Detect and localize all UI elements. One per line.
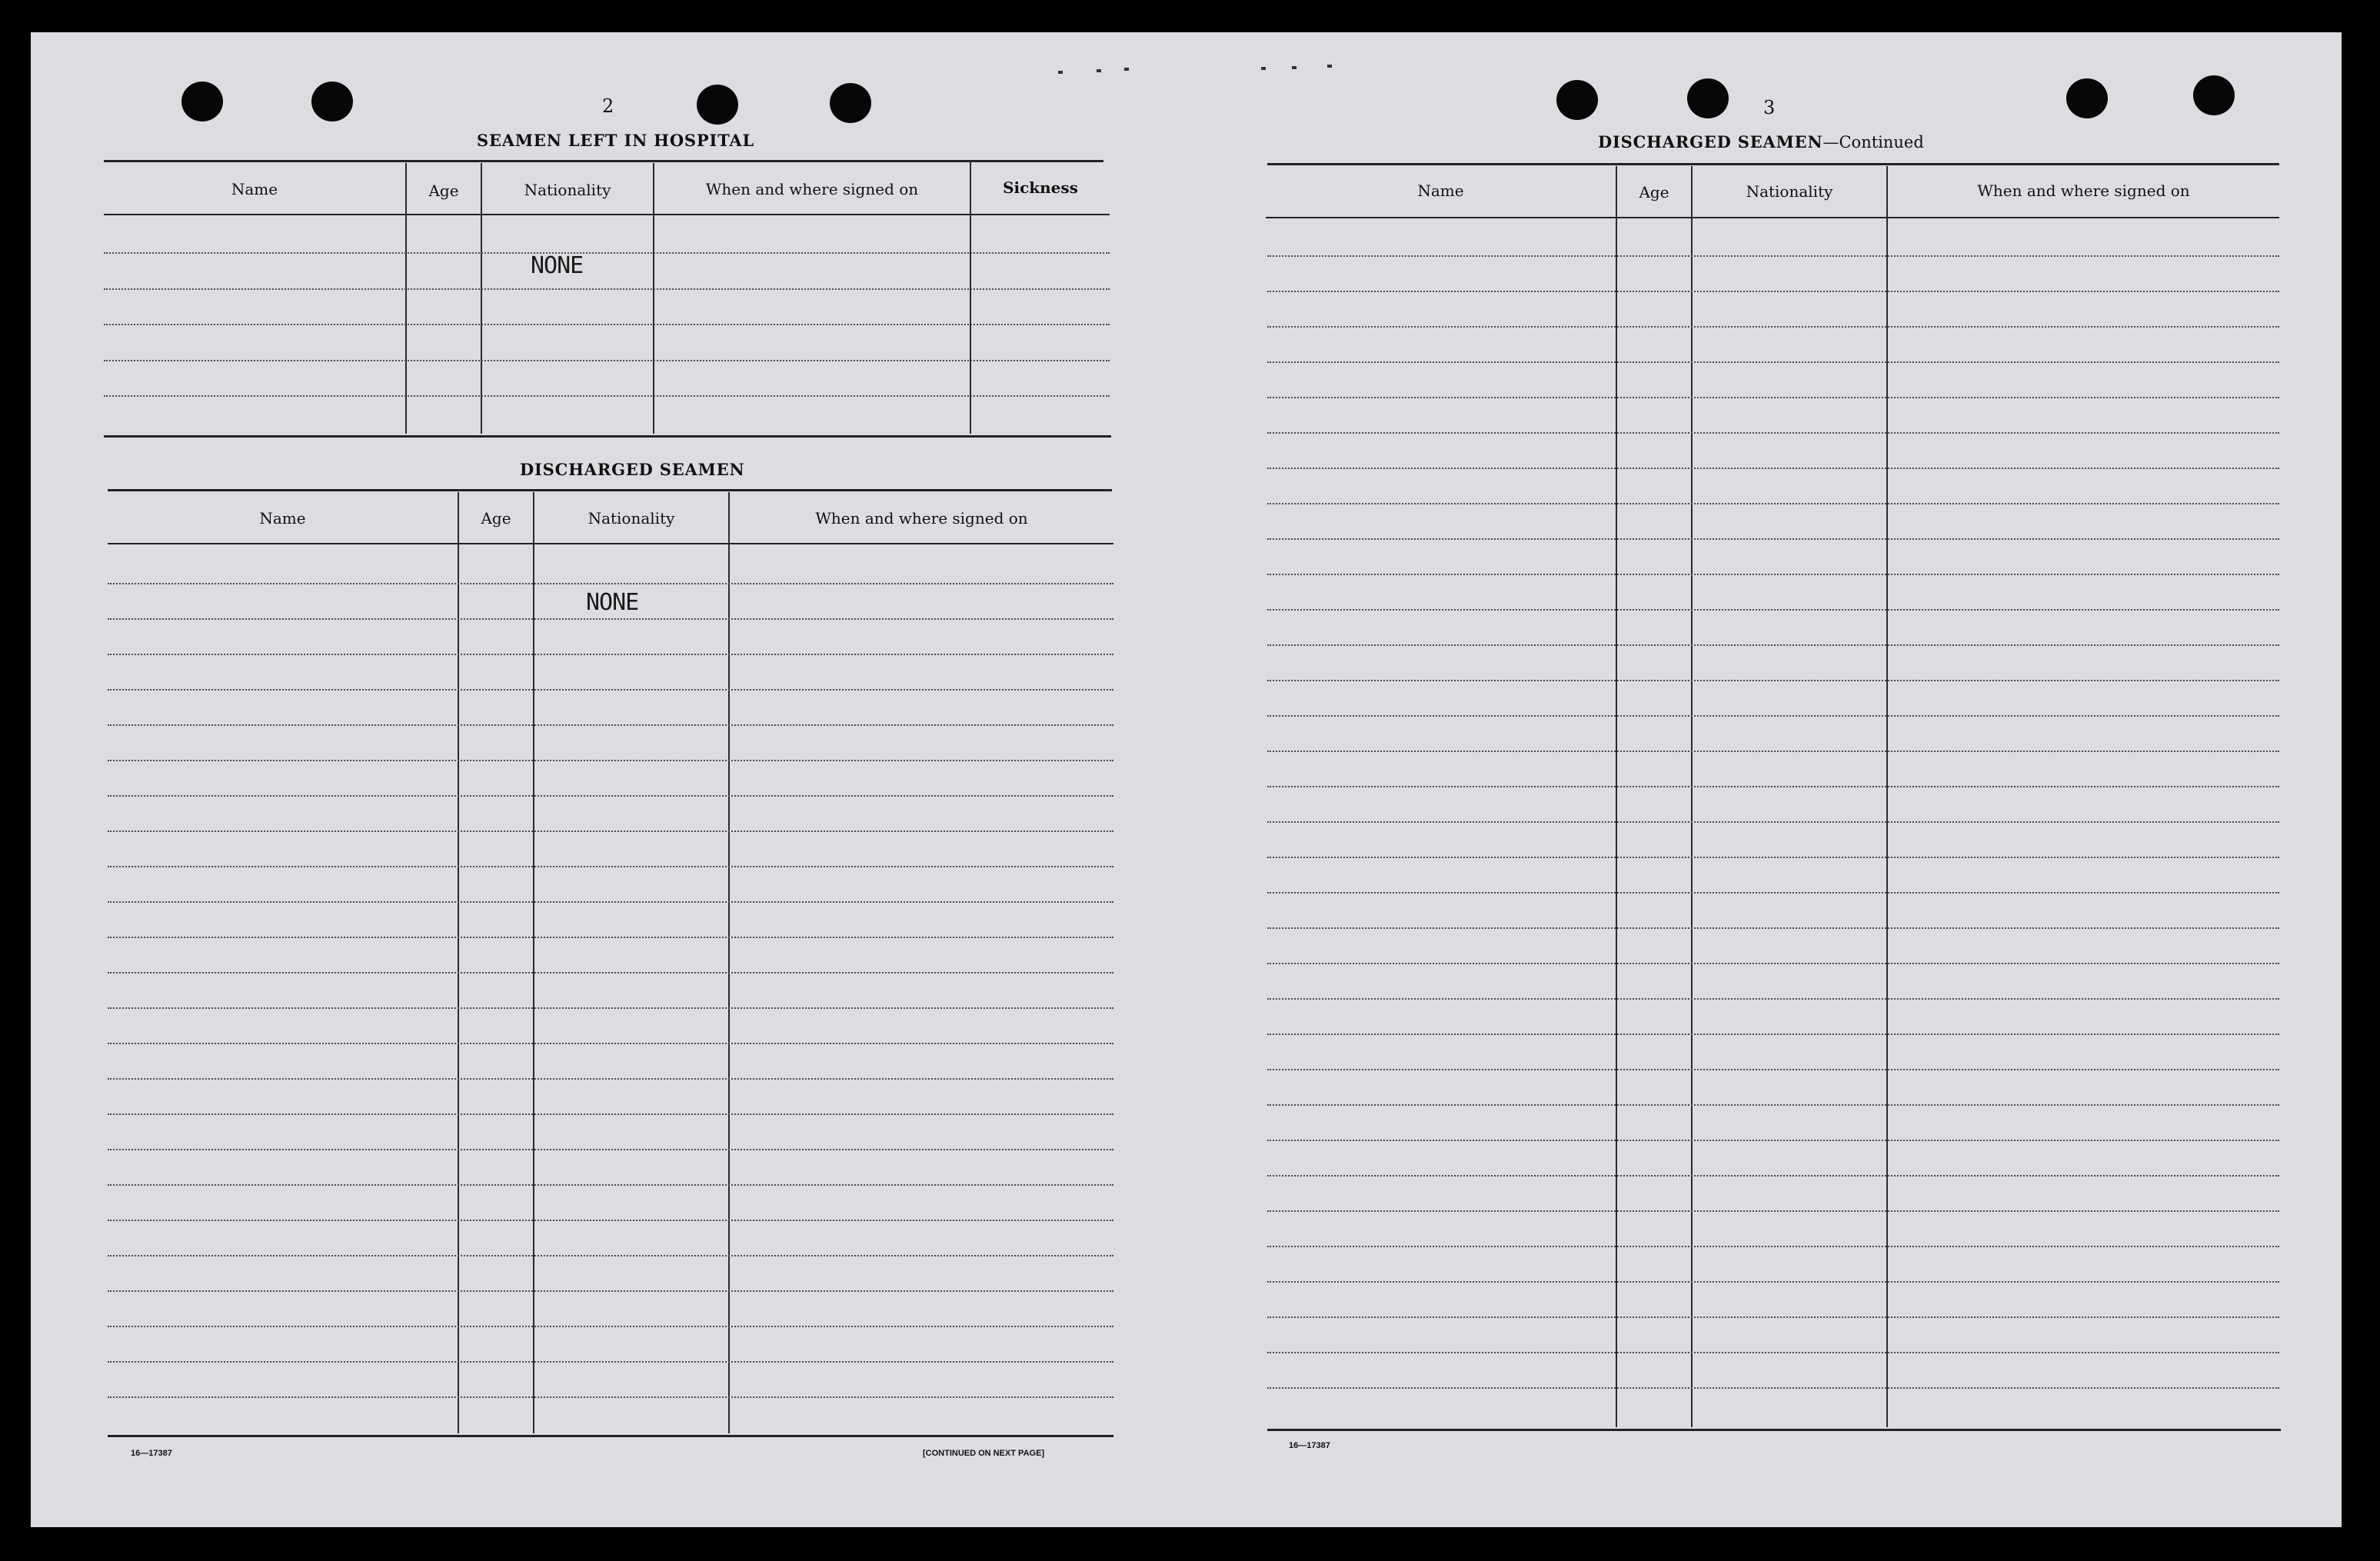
row-rule <box>1267 361 2279 363</box>
row-rule <box>1267 1033 2279 1035</box>
row-rule <box>1267 609 2279 611</box>
row-rule <box>108 1290 1113 1292</box>
row-rule <box>108 760 1113 761</box>
hospital-table-top-rule <box>104 160 1103 162</box>
right-col-divider <box>1886 166 1888 1427</box>
row-rule <box>108 1326 1113 1327</box>
row-rule <box>104 252 1110 254</box>
discharged-col-divider <box>728 492 730 1433</box>
stray-mark <box>1261 67 1266 70</box>
hospital-col-divider <box>481 163 482 434</box>
row-rule <box>1267 1387 2279 1389</box>
row-rule <box>1267 468 2279 469</box>
discharged-col-divider <box>458 492 459 1433</box>
discharged-header-age: Age <box>481 509 511 528</box>
hospital-table-bottom-rule <box>104 435 1111 438</box>
row-rule <box>1267 1069 2279 1070</box>
row-rule <box>1267 574 2279 575</box>
row-rule <box>1267 432 2279 434</box>
right-table-top-rule <box>1267 163 2279 165</box>
stray-mark <box>1292 66 1297 69</box>
row-rule <box>1267 821 2279 823</box>
hospital-entry-text: NONE <box>531 252 584 279</box>
row-rule <box>1267 1352 2279 1353</box>
punch-hole <box>830 83 871 123</box>
row-rule <box>104 324 1110 325</box>
punch-hole <box>311 82 353 121</box>
hospital-header-sickness: Sickness <box>1003 178 1078 197</box>
right-table-bottom-rule <box>1267 1429 2281 1431</box>
row-rule <box>108 1149 1113 1150</box>
row-rule <box>108 972 1113 974</box>
row-rule <box>1267 927 2279 929</box>
row-rule <box>108 724 1113 726</box>
row-rule <box>1267 255 2279 257</box>
row-rule <box>108 1255 1113 1256</box>
row-rule <box>1267 1175 2279 1177</box>
hospital-col-divider <box>970 161 971 434</box>
discharged-col-divider <box>533 492 534 1433</box>
right-col-divider <box>1691 166 1693 1427</box>
stray-mark <box>1327 65 1332 68</box>
row-rule <box>1267 1316 2279 1318</box>
row-rule <box>1267 397 2279 398</box>
punch-hole <box>2193 75 2235 115</box>
row-rule <box>1267 538 2279 540</box>
right-title-suffix: —Continued <box>1822 133 1924 151</box>
hospital-header-when-where: When and where signed on <box>705 180 919 198</box>
row-rule <box>1267 1104 2279 1106</box>
row-rule <box>108 1361 1113 1363</box>
row-rule <box>1267 786 2279 787</box>
row-rule <box>108 1078 1113 1080</box>
punch-hole <box>697 85 738 125</box>
row-rule <box>108 1396 1113 1398</box>
hospital-header-nationality: Nationality <box>524 181 611 199</box>
hospital-section-title: SEAMEN LEFT IN HOSPITAL <box>477 131 755 150</box>
right-header-when-where: When and where signed on <box>1977 181 2190 200</box>
row-rule <box>1267 644 2279 646</box>
row-rule <box>108 866 1113 867</box>
discharged-table-header-rule <box>108 543 1113 544</box>
row-rule <box>108 937 1113 938</box>
row-rule <box>104 288 1110 290</box>
punch-hole <box>1556 80 1598 120</box>
row-rule <box>1267 1281 2279 1283</box>
discharged-entry-text: NONE <box>586 589 639 616</box>
row-rule <box>1267 892 2279 894</box>
row-rule <box>104 395 1110 397</box>
page-number-right: 3 <box>1763 97 1776 118</box>
page-number-left: 2 <box>602 95 614 117</box>
discharged-header-name: Name <box>259 509 306 528</box>
hospital-header-name: Name <box>231 180 278 198</box>
discharged-table-bottom-rule <box>108 1435 1113 1437</box>
right-title-text: DISCHARGED SEAMEN <box>1598 132 1823 151</box>
discharged-header-nationality: Nationality <box>588 509 675 528</box>
continued-note: [CONTINUED ON NEXT PAGE] <box>923 1449 1045 1458</box>
row-rule <box>1267 326 2279 328</box>
form-number-left: 16—17387 <box>131 1449 172 1458</box>
discharged-section-title: DISCHARGED SEAMEN <box>520 460 745 479</box>
row-rule <box>1267 857 2279 858</box>
row-rule <box>104 360 1110 361</box>
row-rule <box>108 830 1113 832</box>
row-rule <box>108 901 1113 903</box>
punch-hole <box>1687 78 1729 118</box>
row-rule <box>108 1220 1113 1221</box>
stray-mark <box>1058 71 1063 74</box>
hospital-table-header-rule <box>104 214 1110 215</box>
row-rule <box>1267 963 2279 964</box>
row-rule <box>108 1113 1113 1115</box>
row-rule <box>1267 1140 2279 1141</box>
hospital-col-divider <box>653 163 654 434</box>
discharged-table-top-rule <box>108 489 1112 491</box>
punch-hole <box>2066 78 2108 118</box>
right-header-nationality: Nationality <box>1746 182 1833 201</box>
row-rule <box>1267 680 2279 681</box>
row-rule <box>1267 998 2279 1000</box>
punch-hole <box>181 82 223 121</box>
row-rule <box>1267 1246 2279 1247</box>
discharged-header-when-where: When and where signed on <box>815 509 1028 528</box>
row-rule <box>108 1043 1113 1044</box>
row-rule <box>1267 751 2279 752</box>
right-header-name: Name <box>1417 181 1464 200</box>
row-rule <box>108 795 1113 797</box>
row-rule <box>108 618 1113 620</box>
stray-mark <box>1097 69 1101 72</box>
right-header-age: Age <box>1639 183 1669 201</box>
document-sheet <box>31 32 2342 1527</box>
row-rule <box>108 1007 1113 1009</box>
stray-mark <box>1124 68 1129 71</box>
row-rule <box>108 583 1113 584</box>
form-number-right: 16—17387 <box>1289 1441 1330 1450</box>
hospital-col-divider <box>405 163 407 434</box>
row-rule <box>1267 1210 2279 1212</box>
right-section-title <box>1598 132 1924 151</box>
right-col-divider <box>1616 166 1617 1427</box>
row-rule <box>108 654 1113 655</box>
hospital-header-age: Age <box>428 181 459 200</box>
row-rule <box>108 1184 1113 1186</box>
row-rule <box>108 689 1113 691</box>
row-rule <box>1267 503 2279 504</box>
right-table-header-rule <box>1266 217 2279 218</box>
row-rule <box>1267 291 2279 292</box>
row-rule <box>1267 715 2279 717</box>
